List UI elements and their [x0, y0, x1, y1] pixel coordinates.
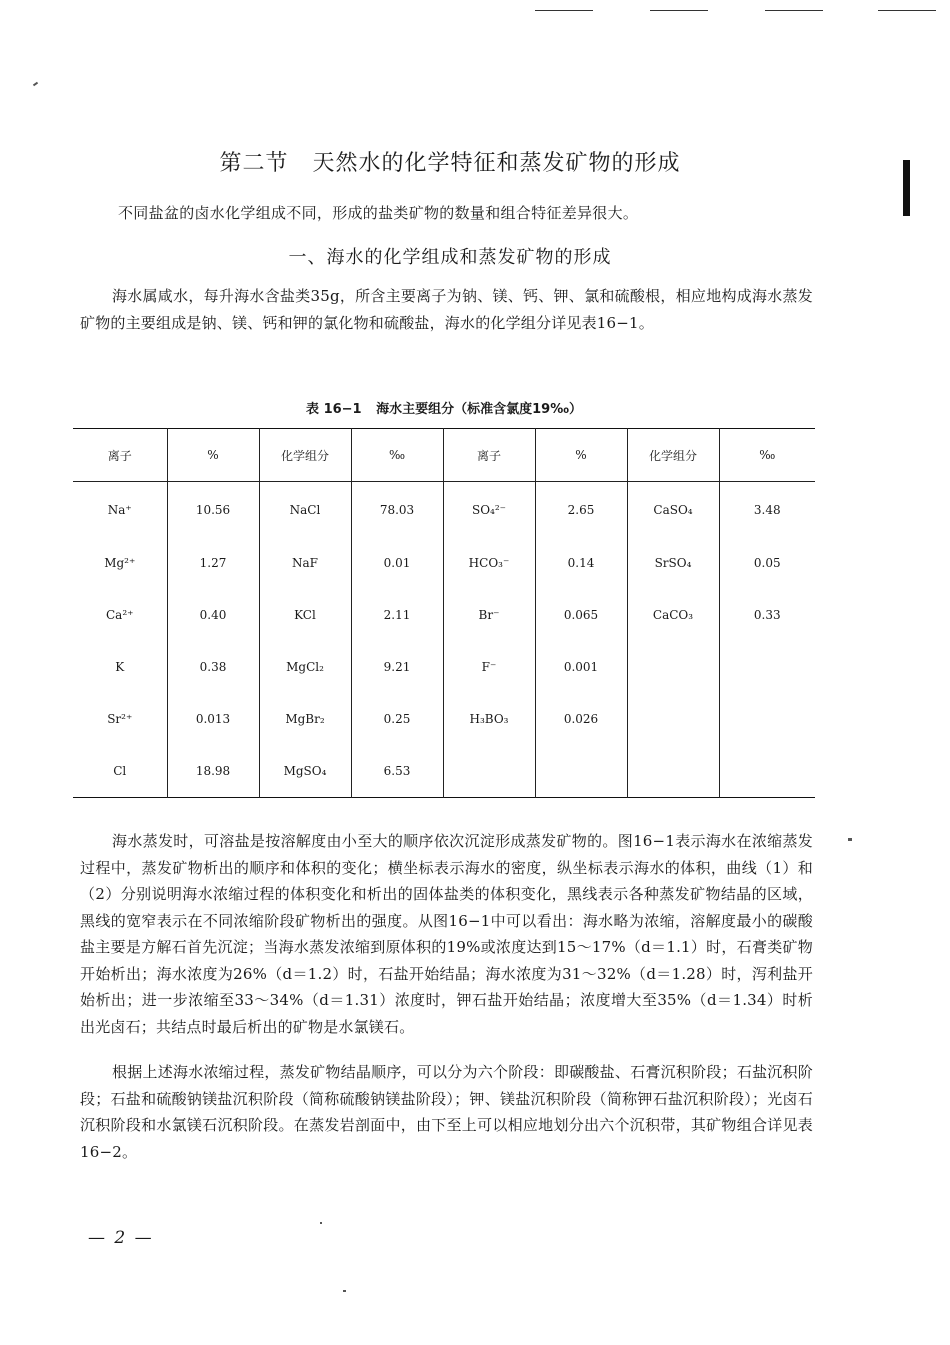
table-row [73, 745, 815, 798]
table-cell: K [115, 660, 125, 674]
seawater-composition-table [73, 428, 815, 798]
page-number: — 2 — [88, 1228, 154, 1248]
header-ion: 离子 [443, 429, 535, 482]
table-cell: 0.40 [167, 589, 259, 641]
scan-artifact-rule [878, 10, 936, 11]
paragraph-seawater-composition: 海水属咸水，每升海水含盐类35g，所含主要离子为钠、镁、钙、钾、氯和硫酸根，相应地构成海水蒸发矿物的主要组成是钠、镁、钙和钾的氯化物和硫酸盐，海水的化学组分详见表16−1。 [80, 287, 813, 332]
table-cell: F⁻ [443, 641, 535, 693]
section-number: 第二节 [219, 151, 289, 176]
section-heading: 天然水的化学特征和蒸发矿物的形成 [312, 151, 681, 176]
scan-speck [848, 838, 852, 841]
table-cell: NaF [259, 537, 351, 589]
scan-artifact-rule [650, 10, 708, 11]
table-cell: MgBr₂ [259, 693, 351, 745]
table-cell: 9.21 [351, 641, 443, 693]
table-cell: 0.05 [719, 537, 815, 589]
table-cell: 0.026 [535, 693, 627, 745]
section-title [0, 146, 900, 177]
table-cell: 0.001 [535, 641, 627, 693]
table-cell: Cl [113, 764, 127, 778]
table-cell: SO₄²⁻ [443, 482, 535, 538]
table-cell [627, 641, 719, 693]
header-permille: ‰ [351, 429, 443, 482]
table-cell: 0.14 [535, 537, 627, 589]
paragraph-evaporation-sequence: 海水蒸发时，可溶盐是按溶解度由小至大的顺序依次沉淀形成蒸发矿物的。图16−1表示海水在浓缩蒸发过程中，蒸发矿物析出的顺序和体积的变化；横坐标表示海水的密度，纵坐标表示海水的体积，曲线（1）和（2）分别说明海水浓缩过程的体积变化和析出的固体盐类的体积变化，黑线表示各种蒸发矿物结晶的区域，黑线的宽窄表示在不同浓缩阶段矿物析出的强度。从图16−1中可以看出：海水略为浓缩，溶解度最小的碳酸盐主要是方解石首先沉淀；当海水蒸发浓缩到原体积的19%或浓度达到15～17%（d＝1.1）时，石膏类矿物开始析出；海水浓度为26%（d＝1.2）时，石盐开始结晶；海水浓度为31～32%（d＝1.28）时，泻利盐开始析出；进一步浓缩至33～34%（d＝1.31）浓度时，钾石盐开始结晶；浓度增大至35%（d＝1.34）时析出光卤石；共结点时最后析出的矿物是水氯镁石。 [80, 832, 813, 1036]
table-cell: MgSO₄ [259, 745, 351, 798]
table-cell: Mg²⁺ [104, 556, 136, 570]
table-cell: MgCl₂ [259, 641, 351, 693]
paragraph-deposition-stages: 根据上述海水浓缩过程，蒸发矿物结晶顺序，可以分为六个阶段：即碳酸盐、石膏沉积阶段；石盐沉积阶段；石盐和硫酸钠镁盐沉积阶段（简称硫酸钠镁盐阶段）；钾、镁盐沉积阶段（简称钾石盐沉积阶段）；光卤石沉积阶段和水氯镁石沉积阶段。在蒸发岩剖面中，由下至上可以相应地划分出六个沉积带，其矿物组合详见表16−2。 [80, 1063, 813, 1161]
table-cell: 10.56 [167, 482, 259, 538]
scan-artifact-rule [535, 10, 593, 11]
table-cell: CaCO₃ [627, 589, 719, 641]
subsection-title: 一、海水的化学组成和蒸发矿物的形成 [288, 247, 612, 268]
table-cell: 0.065 [535, 589, 627, 641]
scan-speck [343, 1290, 346, 1292]
table-cell: 1.27 [167, 537, 259, 589]
table-row [73, 537, 815, 589]
table-header-row [73, 429, 815, 482]
table-cell: HCO₃⁻ [443, 537, 535, 589]
table-cell [443, 745, 535, 798]
table-cell: 6.53 [351, 745, 443, 798]
scan-speck [33, 82, 38, 87]
scan-speck [320, 1222, 322, 1224]
table-row [73, 482, 815, 538]
header-percent: % [167, 429, 259, 482]
table-cell: CaSO₄ [627, 482, 719, 538]
header-permille: ‰ [719, 429, 815, 482]
table-cell [719, 745, 815, 798]
table-cell [627, 745, 719, 798]
header-compound: 化学组分 [627, 429, 719, 482]
table-cell: 0.013 [167, 693, 259, 745]
table-cell [627, 693, 719, 745]
table-cell: 18.98 [167, 745, 259, 798]
header-compound: 化学组分 [259, 429, 351, 482]
table-cell: 3.48 [719, 482, 815, 538]
table-row [73, 693, 815, 745]
table-row [73, 641, 815, 693]
table-cell [719, 693, 815, 745]
intro-paragraph: 不同盐盆的卤水化学组成不同，形成的盐类矿物的数量和组合特征差异很大。 [118, 204, 639, 222]
table-caption [0, 398, 888, 417]
table-cell: H₃BO₃ [443, 693, 535, 745]
table-cell [719, 641, 815, 693]
table-cell: 0.25 [351, 693, 443, 745]
table-cell: Ca²⁺ [106, 608, 134, 622]
table-cell: 0.38 [167, 641, 259, 693]
table-cell: 2.11 [351, 589, 443, 641]
table-cell: 0.01 [351, 537, 443, 589]
margin-thumb-mark [903, 160, 910, 216]
table-caption-title: 海水主要组分（标准含氯度19‰） [376, 402, 582, 417]
table-cell: 0.33 [719, 589, 815, 641]
table-cell: Br⁻ [443, 589, 535, 641]
table-row [73, 589, 815, 641]
table-cell: Sr²⁺ [107, 712, 133, 726]
table-cell: 78.03 [351, 482, 443, 538]
scan-artifact-rule [765, 10, 823, 11]
table-cell: Na⁺ [107, 502, 132, 517]
table-cell [535, 745, 627, 798]
header-percent: % [535, 429, 627, 482]
table-caption-number: 表 16−1 [306, 402, 362, 417]
table-cell: SrSO₄ [627, 537, 719, 589]
table-cell: NaCl [259, 482, 351, 538]
header-ion: 离子 [73, 429, 167, 482]
table-cell: KCl [259, 589, 351, 641]
table-cell: 2.65 [535, 482, 627, 538]
